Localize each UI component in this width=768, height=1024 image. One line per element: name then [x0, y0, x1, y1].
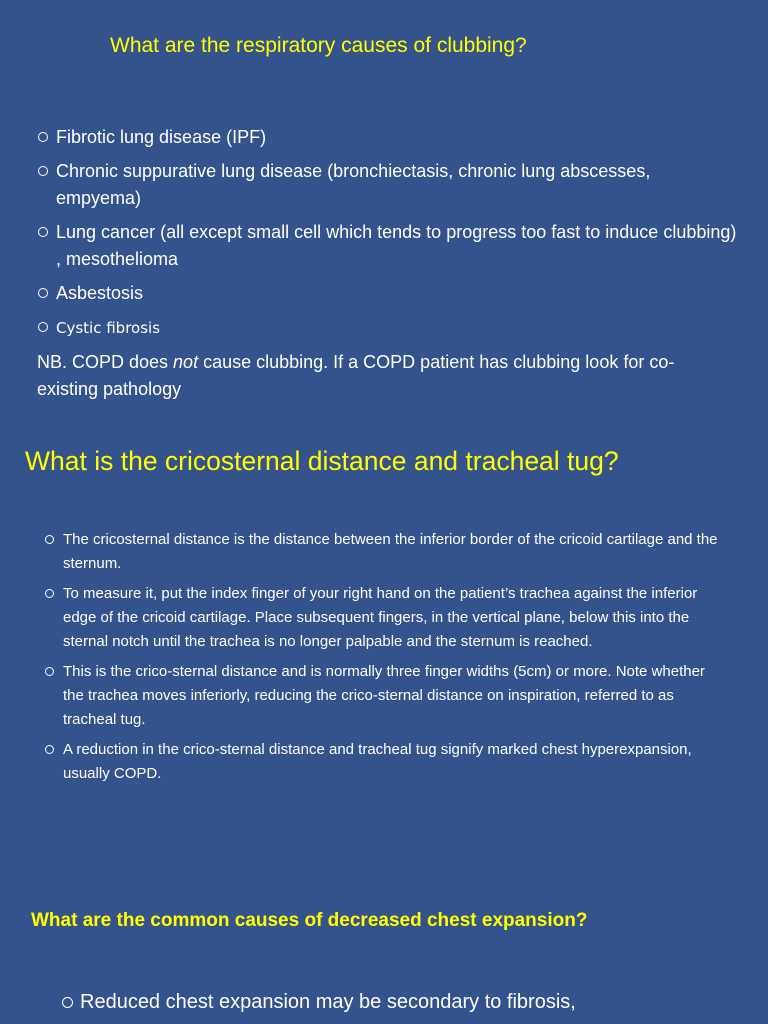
circle-bullet-icon — [38, 322, 48, 332]
list-item — [45, 582, 725, 654]
list-item-text: Cystic fibrosis — [56, 319, 161, 337]
list-item-text: Chronic suppurative lung disease (bronchiectasis, chronic lung abscesses, empyema) — [56, 161, 651, 208]
list-item — [62, 988, 752, 1016]
copd-note — [37, 349, 727, 403]
list-item — [38, 158, 738, 212]
note-text: cause clubbing. If a COPD patient has clubbing look for co-existing pathology — [37, 352, 675, 399]
circle-bullet-icon — [38, 166, 48, 176]
circle-bullet-icon — [38, 288, 48, 298]
cricosternal-list — [45, 528, 725, 792]
list-item — [45, 660, 725, 732]
list-item-text: To measure it, put the index finger of your right hand on the patient’s trachea against the inferior edge of the cricoid cartilage. Place subsequent fingers, in the vertical plane, below this into the sternal notch until the trachea is no longer palpable and the sternum is reached. — [63, 585, 698, 650]
list-item-text: Asbestosis — [56, 283, 144, 303]
list-item — [45, 528, 725, 576]
circle-bullet-icon — [62, 997, 73, 1008]
list-item — [38, 280, 738, 307]
section2-heading: What is the cricosternal distance and tracheal tug? — [25, 446, 619, 476]
circle-bullet-icon — [45, 589, 54, 598]
list-item — [38, 219, 738, 273]
note-emphasis: not — [173, 352, 199, 372]
circle-bullet-icon — [45, 745, 54, 754]
list-item — [45, 738, 725, 786]
circle-bullet-icon — [45, 667, 54, 676]
note-text: NB. COPD does — [37, 352, 174, 372]
list-item — [38, 314, 738, 342]
list-item-text: Lung cancer (all except small cell which tends to progress too fast to induce clubbing) , mesothelioma — [56, 222, 737, 269]
section3-heading: What are the common causes of decreased chest expansion? — [31, 910, 588, 931]
list-item-text: The cricosternal distance is the distance between the inferior border of the cricoid cartilage and the sternum. — [63, 531, 718, 572]
list-item — [38, 124, 738, 151]
circle-bullet-icon — [38, 227, 48, 237]
clubbing-causes-list — [38, 124, 738, 349]
list-item-text: A reduction in the crico-sternal distance and tracheal tug signify marked chest hyperexpansion, usually COPD. — [63, 741, 692, 782]
list-item-text: This is the crico-sternal distance and is normally three finger widths (5cm) or more. Note whether the trachea moves inferiorly, reducing the crico-sternal distance on inspiration, referred to as tracheal tug. — [63, 663, 705, 728]
chest-expansion-list — [62, 988, 752, 1016]
list-item-text: Reduced chest expansion may be secondary to fibrosis, — [80, 991, 576, 1013]
list-item-text: Fibrotic lung disease (IPF) — [56, 127, 267, 147]
circle-bullet-icon — [45, 535, 54, 544]
circle-bullet-icon — [38, 132, 48, 142]
section1-heading: What are the respiratory causes of clubbing? — [110, 34, 527, 57]
